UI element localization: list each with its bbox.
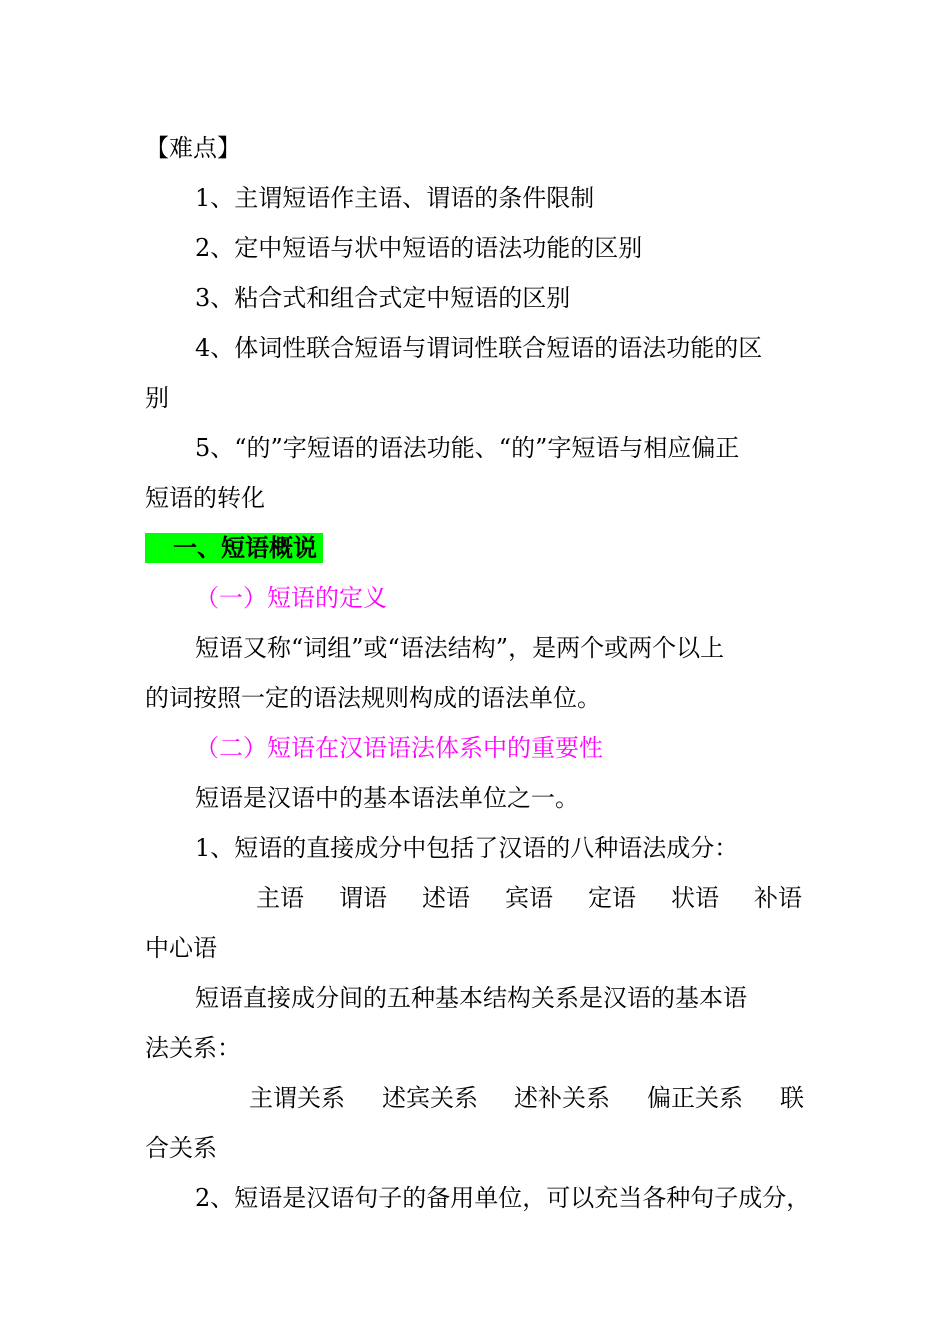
component-term: 宾语 bbox=[505, 884, 553, 912]
importance-point-2: 2、短语是汉语句子的备用单位，可以充当各种句子成分， bbox=[195, 1184, 811, 1212]
importance-point-1: 1、短语的直接成分中包括了汉语的八种语法成分： bbox=[195, 834, 739, 862]
component-term: 述语 bbox=[422, 884, 470, 912]
component-term: 补语 bbox=[754, 884, 802, 912]
section-heading-overview: 一、短语概说 bbox=[145, 533, 323, 563]
components-row-tail: 中心语 bbox=[145, 934, 217, 962]
relations-para-line-2: 法关系： bbox=[145, 1034, 241, 1062]
relations-row-tail: 合关系 bbox=[145, 1134, 217, 1162]
component-term: 主语 bbox=[256, 884, 304, 912]
relation-term: 偏正关系 bbox=[647, 1084, 743, 1112]
relation-term: 联 bbox=[780, 1084, 804, 1112]
difficulty-item-1: 1、主谓短语作主语、谓语的条件限制 bbox=[195, 184, 595, 212]
difficulty-heading: 【难点】 bbox=[145, 134, 241, 162]
component-term: 定语 bbox=[588, 884, 636, 912]
relations-para-line-1: 短语直接成分间的五种基本结构关系是汉语的基本语 bbox=[195, 984, 747, 1012]
difficulty-item-4: 4、体词性联合短语与谓词性联合短语的语法功能的区 bbox=[195, 334, 763, 362]
component-term: 状语 bbox=[671, 884, 719, 912]
relation-term: 述宾关系 bbox=[382, 1084, 478, 1112]
subsection-heading-importance: （二）短语在汉语语法体系中的重要性 bbox=[195, 734, 603, 762]
definition-para-line-2: 的词按照一定的语法规则构成的语法单位。 bbox=[145, 684, 601, 712]
difficulty-item-4-cont: 别 bbox=[145, 384, 169, 412]
relation-term: 述补关系 bbox=[514, 1084, 610, 1112]
subsection-heading-definition: （一）短语的定义 bbox=[195, 584, 387, 612]
difficulty-item-2: 2、定中短语与状中短语的语法功能的区别 bbox=[195, 234, 643, 262]
component-term: 谓语 bbox=[339, 884, 387, 912]
relation-term: 主谓关系 bbox=[249, 1084, 345, 1112]
difficulty-item-3: 3、粘合式和组合式定中短语的区别 bbox=[195, 284, 571, 312]
importance-intro: 短语是汉语中的基本语法单位之一。 bbox=[195, 784, 579, 812]
components-row bbox=[145, 882, 810, 914]
definition-para-line-1: 短语又称“词组”或“语法结构”，是两个或两个以上 bbox=[195, 634, 725, 662]
relations-row bbox=[145, 1082, 810, 1114]
difficulty-item-5: 5、“的”字短语的语法功能、“的”字短语与相应偏正 bbox=[195, 434, 740, 462]
difficulty-item-5-cont: 短语的转化 bbox=[145, 484, 265, 512]
